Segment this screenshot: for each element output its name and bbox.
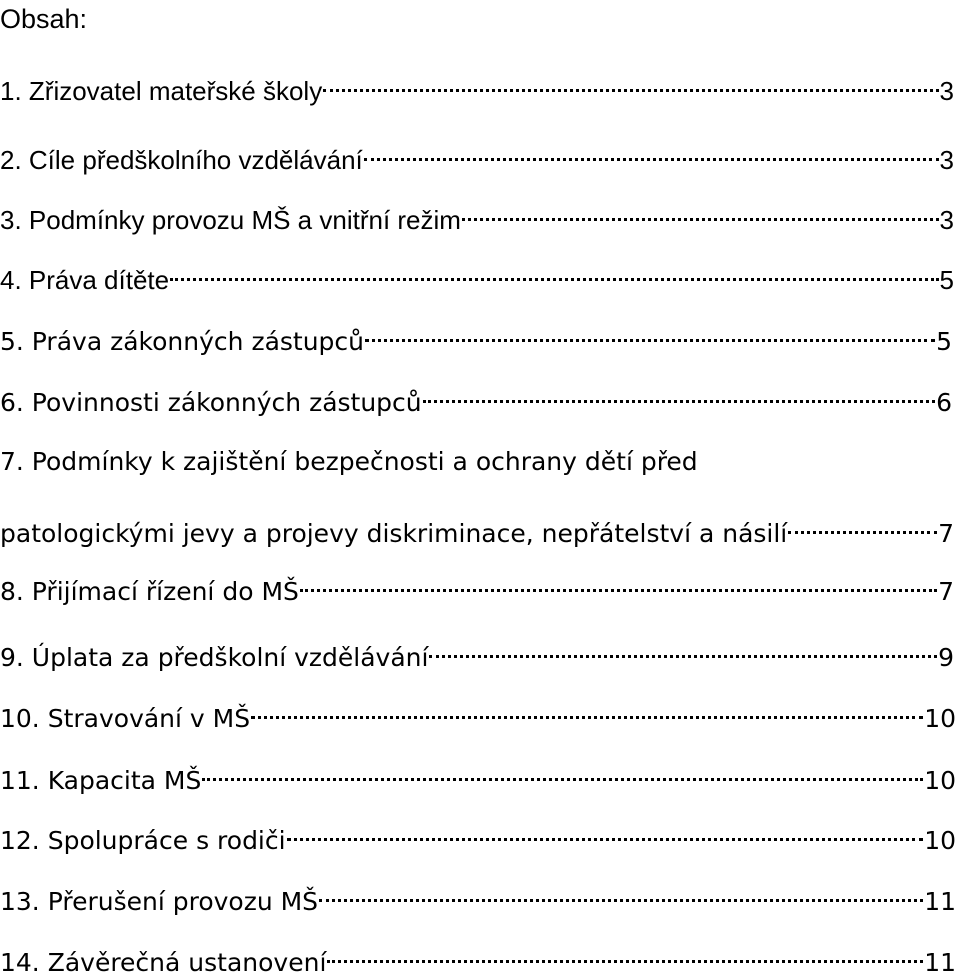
toc-entry[interactable] <box>0 693 956 733</box>
page-title: Obsah: <box>0 4 88 34</box>
toc-leader-dots <box>300 566 937 600</box>
toc-entry-page: 3 <box>939 205 954 235</box>
toc-entry[interactable] <box>0 66 954 106</box>
toc-entry-label: 8. Přijímací řízení do MŠ <box>0 577 299 606</box>
toc-entry-page: 3 <box>939 76 954 106</box>
toc-entry-label: 13. Přerušení provozu MŠ <box>0 887 319 916</box>
toc-entry-page: 3 <box>939 145 954 175</box>
toc-entry-label: 2. Cíle předškolního vzdělávání <box>0 145 363 175</box>
toc-entry-page: 6 <box>936 388 952 417</box>
toc-leader-dots <box>327 937 923 971</box>
toc-entry[interactable] <box>0 135 954 175</box>
toc-entry[interactable] <box>0 377 952 417</box>
toc-entry-page: 11 <box>924 948 956 977</box>
toc-entry-label: 9. Úplata za předškolní vzdělávání <box>0 643 429 672</box>
toc-entry-page: 7 <box>938 577 954 606</box>
toc-leader-dots <box>170 255 938 289</box>
toc-leader-dots <box>788 508 937 542</box>
toc-entry-label: 11. Kapacita MŠ <box>0 766 202 795</box>
toc-leader-dots <box>423 377 935 411</box>
toc-entry[interactable] <box>0 316 952 356</box>
toc-leader-dots <box>251 693 923 727</box>
toc-leader-dots <box>319 876 923 910</box>
toc-entry-label: 10. Stravování v MŠ <box>0 704 251 733</box>
toc-entry[interactable] <box>0 632 954 672</box>
toc-leader-dots <box>429 632 937 666</box>
toc-entry-label: 1. Zřizovatel mateřské školy <box>0 76 323 106</box>
toc-entry[interactable] <box>0 255 954 295</box>
toc-entry-label: 5. Práva zákonných zástupců <box>0 327 365 356</box>
toc-entry[interactable] <box>0 566 954 606</box>
toc-entry-page: 5 <box>936 327 952 356</box>
toc-entry-label: 12. Spolupráce s rodiči <box>0 826 286 855</box>
toc-entry-label: 4. Práva dítěte <box>0 265 170 295</box>
toc-entry-label: 14. Závěrečná ustanovení <box>0 948 327 977</box>
toc-entry-page: 7 <box>938 519 954 548</box>
toc-entry-page: 10 <box>924 766 956 795</box>
toc-entry[interactable] <box>0 508 954 548</box>
toc-leader-dots <box>202 755 923 789</box>
toc-entry-page: 9 <box>938 643 954 672</box>
toc-entry[interactable] <box>0 755 956 795</box>
toc-entry[interactable] <box>0 937 956 977</box>
toc-leader-dots <box>287 815 924 849</box>
toc-entry[interactable] <box>0 195 954 235</box>
toc-entry-label: patologickými jevy a projevy diskriminace, nepřátelství a násilí <box>0 519 788 548</box>
toc-entry-page: 10 <box>924 704 956 733</box>
toc-leader-dots <box>323 66 938 100</box>
toc-leader-dots <box>462 195 939 229</box>
toc-entry-label-line1[interactable]: 7. Podmínky k zajištění bezpečnosti a ochrany dětí před <box>0 447 698 476</box>
toc-entry-page: 5 <box>939 265 954 295</box>
toc-entry-page: 11 <box>924 887 956 916</box>
toc-entry[interactable] <box>0 876 956 916</box>
toc-entry[interactable] <box>0 815 956 855</box>
toc-entry-page: 10 <box>924 826 956 855</box>
toc-entry-label: 6. Povinnosti zákonných zástupců <box>0 388 422 417</box>
toc-entry-label: 3. Podmínky provozu MŠ a vnitřní režim <box>0 205 461 235</box>
toc-leader-dots <box>365 316 935 350</box>
toc-leader-dots <box>364 135 939 169</box>
